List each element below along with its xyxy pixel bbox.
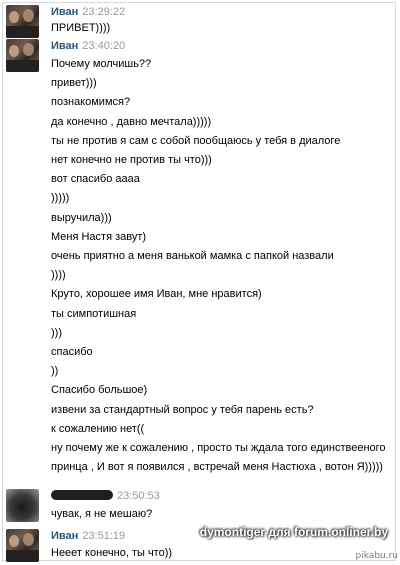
message-text: )))): [51, 269, 66, 282]
avatar[interactable]: [6, 5, 39, 38]
message-text: )): [51, 365, 59, 378]
watermark: dymontiger для forum.onliner.by: [199, 525, 388, 539]
message-text: познакомимся?: [51, 96, 131, 109]
message-text: Круто, хорошее имя Иван, мне нравится): [51, 288, 262, 301]
message-timestamp: 23:40:20: [82, 40, 126, 52]
message-text: извени за стандартный вопрос у тебя парень есть?: [51, 403, 314, 416]
message-text: да конечно , давно мечтала))))): [51, 115, 212, 128]
message-text: Спасибо большое): [51, 384, 148, 397]
message-text: спасибо: [51, 346, 93, 358]
avatar[interactable]: [6, 39, 39, 72]
message-text: Почему молчишь??: [51, 58, 152, 70]
blurred-avatar[interactable]: [6, 489, 39, 522]
sender-name[interactable]: Иван: [51, 530, 79, 542]
message-text: Нееет конечно, ты что)): [51, 547, 173, 559]
message-text: выручила))): [51, 211, 112, 224]
message-header: [51, 490, 160, 504]
message-text: чувак, я не мешаю?: [51, 508, 153, 520]
message-text: нет конечно не против ты что))): [51, 154, 212, 166]
message-timestamp: 23:51:19: [82, 530, 126, 542]
message-text: вот спасибо аааа: [51, 173, 140, 186]
message-text: ))): [51, 326, 62, 339]
redacted-sender-name: [51, 490, 113, 500]
avatar[interactable]: [6, 529, 39, 562]
sender-name[interactable]: Иван: [51, 6, 79, 18]
message-header: [51, 530, 125, 544]
message-text: ПРИВЕТ)))): [51, 22, 111, 34]
message-text: ))))): [51, 192, 70, 205]
message-text: к сожалению нет((: [51, 422, 145, 435]
sender-name[interactable]: Иван: [51, 40, 79, 52]
message-text: ты симпотишная: [51, 307, 137, 320]
pikabu-watermark: pikabu.ru: [355, 551, 398, 561]
message-timestamp: 23:50:53: [117, 490, 160, 502]
message-text: ну почему же к сожалению , просто ты ждала того единствееного: [51, 442, 386, 454]
message-text: ты не против я сам с собой пообщаюсь у тебя в диалоге: [51, 134, 341, 147]
message-text: Меня Настя завут): [51, 230, 147, 243]
message-header: [51, 40, 125, 54]
message-text: принца , И вот я появился , встречай меня Настюха , вотон Я))))): [51, 461, 383, 474]
message-text: привет))): [51, 77, 97, 90]
message-timestamp: 23:29:22: [82, 6, 126, 18]
message-header: [51, 6, 125, 20]
message-text: очень приятно а меня ванькой мамка с папкой назвали: [51, 250, 334, 262]
